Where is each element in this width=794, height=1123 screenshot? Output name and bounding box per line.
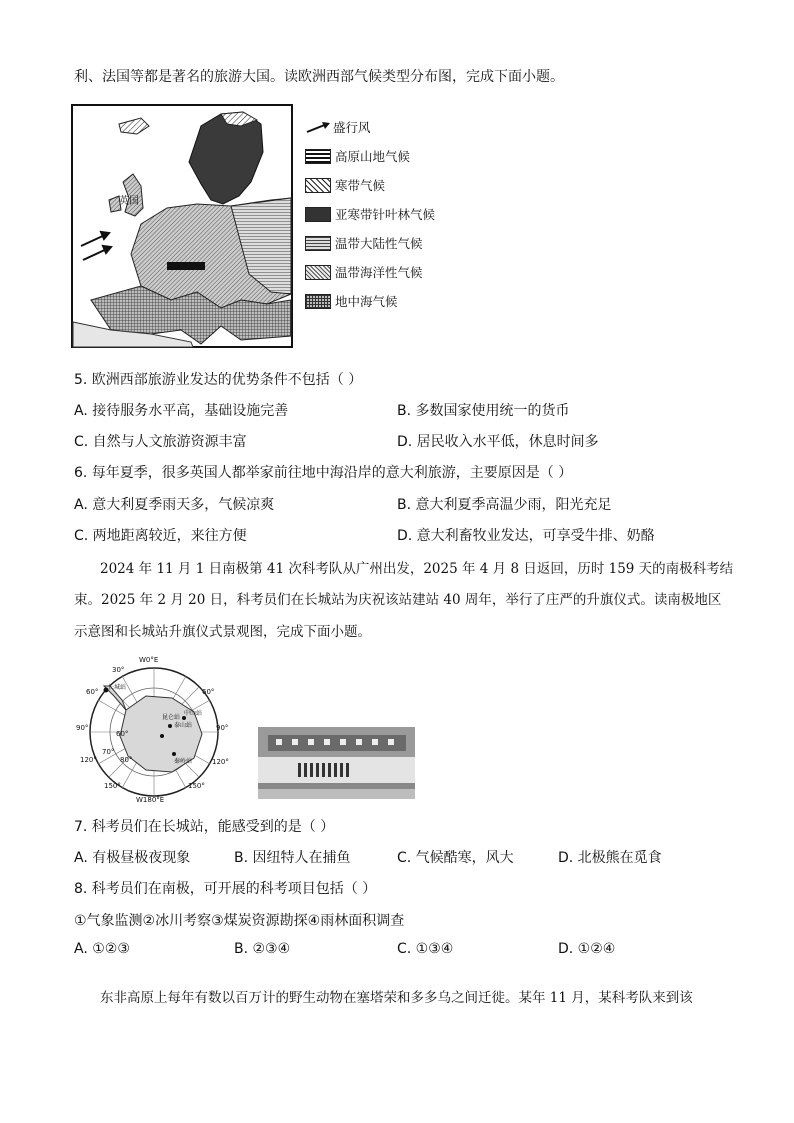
q8-option-c[interactable]: C. ①③④ — [397, 941, 454, 957]
legend-label: 温带海洋性气候 — [335, 265, 423, 280]
q8-items: ①气象监测②冰川考察③煤炭资源勘探④雨林面积调查 — [74, 913, 405, 929]
q6-option-a[interactable]: A. 意大利夏季雨天多，气候凉爽 — [74, 497, 275, 513]
q7-option-b[interactable]: B. 因纽特人在捕鱼 — [234, 850, 351, 866]
legend-item-mediterranean — [305, 292, 398, 310]
legend-item-subarctic — [305, 205, 435, 223]
label-lat-60: 60° — [116, 730, 129, 738]
intro-text: 利、法国等都是著名的旅游大国。读欧洲西部气候类型分布图，完成下面小题。 — [74, 69, 564, 85]
legend-label: 高原山地气候 — [335, 149, 411, 164]
label-90-left: 90° — [76, 724, 89, 732]
continental-swatch — [305, 236, 331, 251]
q8-option-b[interactable]: B. ②③④ — [234, 941, 291, 957]
para2-line1: 2024 年 11 月 1 日南极第 41 次科考队从广州出发，2025 年 4 月 8 日返回，历时 159 天的南极科考结 — [100, 561, 734, 577]
label-60-right: 60° — [202, 688, 215, 696]
legend-label: 盛行风 — [333, 120, 371, 135]
q8-stem: 8. 科考员们在南极，可开展的科考项目包括（ ） — [74, 881, 377, 897]
legend-item-wind — [305, 118, 371, 136]
map-legend — [305, 118, 485, 328]
label-60-left: 60° — [86, 688, 99, 696]
label-zhongshan-station: 中山站 — [184, 710, 203, 717]
para2-line2: 束。2025 年 2 月 20 日，科考员们在长城站为庆祝该站建站 40 周年，举行了庄严的升旗仪式。读南极地区 — [74, 592, 722, 608]
europe-climate-map — [71, 104, 293, 348]
q6-option-b[interactable]: B. 意大利夏季高温少雨，阳光充足 — [397, 497, 612, 513]
label-150-right: 150° — [188, 782, 205, 790]
q5-stem: 5. 欧洲西部旅游业发达的优势条件不包括（ ） — [74, 372, 363, 388]
cold-swatch — [305, 178, 331, 193]
q7-option-c[interactable]: C. 气候酷寒，风大 — [397, 850, 514, 866]
q6-stem: 6. 每年夏季，很多英国人都举家前往地中海沿岸的意大利旅游，主要原因是（ ） — [74, 465, 573, 481]
label-kunlun-station: 昆仑站 — [162, 714, 181, 721]
legend-item-cold — [305, 176, 385, 194]
q6-option-d[interactable]: D. 意大利畜牧业发达，可享受牛排、奶酪 — [397, 528, 655, 544]
label-lat-70: 70° — [102, 748, 115, 756]
label-120-left: 120° — [80, 756, 97, 764]
q5-option-b[interactable]: B. 多数国家使用统一的货币 — [397, 403, 570, 419]
oceanic-swatch — [305, 265, 331, 280]
q7-option-a[interactable]: A. 有极昼极夜现象 — [74, 850, 191, 866]
legend-label: 寒带气候 — [335, 178, 386, 193]
q8-option-a[interactable]: A. ①②③ — [74, 941, 130, 957]
q8-option-d[interactable]: D. ①②④ — [558, 941, 616, 957]
flag-ceremony-photo — [258, 727, 415, 799]
label-w180e: W180°E — [136, 796, 165, 804]
mediterranean-swatch — [305, 294, 331, 309]
legend-item-highland — [305, 147, 410, 165]
q7-stem: 7. 科考员们在长城站，能感受到的是（ ） — [74, 819, 335, 835]
antarctic-map-figure — [76, 656, 236, 806]
subarctic-swatch — [305, 207, 331, 222]
legend-item-oceanic — [305, 263, 423, 281]
label-uk: 英国 — [119, 196, 139, 207]
label-w0e: W0°E — [139, 656, 159, 664]
q7-option-d[interactable]: D. 北极熊在觅食 — [558, 850, 662, 866]
legend-label: 亚寒带针叶林气候 — [335, 207, 436, 222]
legend-label: 温带大陆性气候 — [335, 236, 423, 251]
q5-option-d[interactable]: D. 居民收入水平低，休息时间多 — [397, 434, 599, 450]
flag-ceremony-image — [258, 727, 415, 799]
label-qinling-station: 秦岭站 — [174, 758, 193, 765]
label-90-right: 90° — [216, 724, 229, 732]
europe-map-figure — [71, 104, 293, 348]
label-lat-80: 80° — [120, 756, 133, 764]
label-150-left: 150° — [104, 782, 121, 790]
q5-option-c[interactable]: C. 自然与人文旅游资源丰富 — [74, 434, 247, 450]
wind-arrow-icon — [305, 120, 333, 135]
highland-swatch — [305, 149, 331, 164]
q6-option-c[interactable]: C. 两地距离较近，来往方便 — [74, 528, 247, 544]
legend-item-continental — [305, 234, 423, 252]
label-changcheng-station: 长城站 — [108, 684, 127, 691]
para3-line: 东非高原上每年有数以百万计的野生动物在塞塔荣和多多乌之间迁徙。某年 11 月，某科考队来到该 — [100, 990, 693, 1006]
antarctic-map — [76, 656, 236, 806]
q5-option-a[interactable]: A. 接待服务水平高，基础设施完善 — [74, 403, 289, 419]
label-30: 30° — [112, 666, 125, 674]
label-taishan-station: 泰山站 — [174, 722, 193, 729]
label-120-right: 120° — [212, 758, 229, 766]
para2-line3: 示意图和长城站升旗仪式景观图，完成下面小题。 — [74, 624, 371, 640]
legend-label: 地中海气候 — [335, 294, 398, 309]
